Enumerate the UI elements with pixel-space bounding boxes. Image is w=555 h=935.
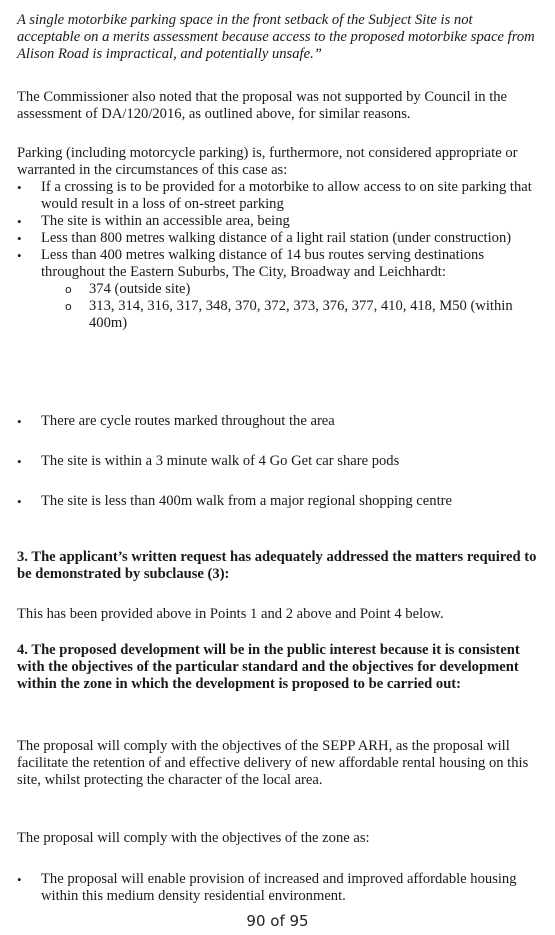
quote-paragraph: A single motorbike parking space in the front setback of the Subject Site is not acceptable on a merits assessment because access to the proposed motorbike space from Alison Road is impractical, and potentially unsafe.”: [17, 12, 535, 62]
zone-paragraph: The proposal will comply with the objectives of the zone as:: [17, 830, 370, 846]
list-item: • If a crossing is to be provided for a motorbike to allow access to on site parking that would result in a loss of on-street parking: [17, 179, 532, 212]
parking-section: [17, 145, 537, 332]
bullet-icon: •: [17, 180, 22, 195]
bullet-icon: •: [17, 248, 22, 263]
parking-intro-paragraph: Parking (including motorcycle parking) is, furthermore, not considered appropriate or warranted in the circumstances of this case as:: [17, 145, 518, 178]
accessibility-bullet-list: [17, 413, 537, 510]
parking-bullet-list: [17, 179, 537, 332]
bus-routes-sublist: [41, 281, 537, 332]
section-3-heading: 3. The applicant’s written request has adequately addressed the matters required to be demonstrated by subclause (3):: [17, 549, 537, 582]
list-item: • The site is less than 400m walk from a major regional shopping centre: [17, 493, 452, 509]
bullet-icon: •: [17, 454, 22, 469]
circle-bullet-icon: o: [65, 300, 72, 313]
commissioner-paragraph: The Commissioner also noted that the proposal was not supported by Council in the assessment of DA/120/2016, as outlined above, for similar reasons.: [17, 89, 508, 122]
list-item: • Less than 400 metres walking distance of 14 bus routes serving destinations throughout the Eastern Suburbs, The City, Broadway and Leichhardt: o 374 (outside site) o 313, 314, 316, 317, 348, 370, 372, 373, 376, 377, 410, 418, M50 (within 400m): [17, 247, 537, 332]
section-4-heading: 4. The proposed development will be in the public interest because it is consistent with the objectives of the particular standard and the objectives for development within the zone in which the development is proposed to be carried out:: [17, 642, 520, 692]
sub-list-item: o 313, 314, 316, 317, 348, 370, 372, 373, 376, 377, 410, 418, M50 (within 400m): [65, 298, 513, 331]
page-number: 90 of 95: [246, 912, 309, 930]
list-item: • Less than 800 metres walking distance of a light rail station (under construction): [17, 230, 512, 246]
section-3-paragraph: This has been provided above in Points 1 and 2 above and Point 4 below.: [17, 606, 444, 622]
list-item: • There are cycle routes marked throughout the area: [17, 413, 335, 429]
bullet-icon: •: [17, 494, 22, 509]
circle-bullet-icon: o: [65, 283, 72, 296]
bullet-icon: •: [17, 231, 22, 246]
bullet-icon: •: [17, 214, 22, 229]
zone-bullet-list: [17, 871, 537, 905]
bullet-icon: •: [17, 414, 22, 429]
list-item: • The proposal will enable provision of increased and improved affordable housing within this medium density residential environment.: [17, 871, 517, 904]
sepp-paragraph: The proposal will comply with the objectives of the SEPP ARH, as the proposal will facilitate the retention of and effective delivery of new affordable rental housing on this site, whilst protecting the character of the local area.: [17, 738, 529, 788]
sub-list-item: o 374 (outside site): [65, 281, 191, 297]
list-item: • The site is within an accessible area, being: [17, 213, 290, 229]
bullet-icon: •: [17, 872, 22, 887]
list-item: • The site is within a 3 minute walk of 4 Go Get car share pods: [17, 453, 400, 469]
